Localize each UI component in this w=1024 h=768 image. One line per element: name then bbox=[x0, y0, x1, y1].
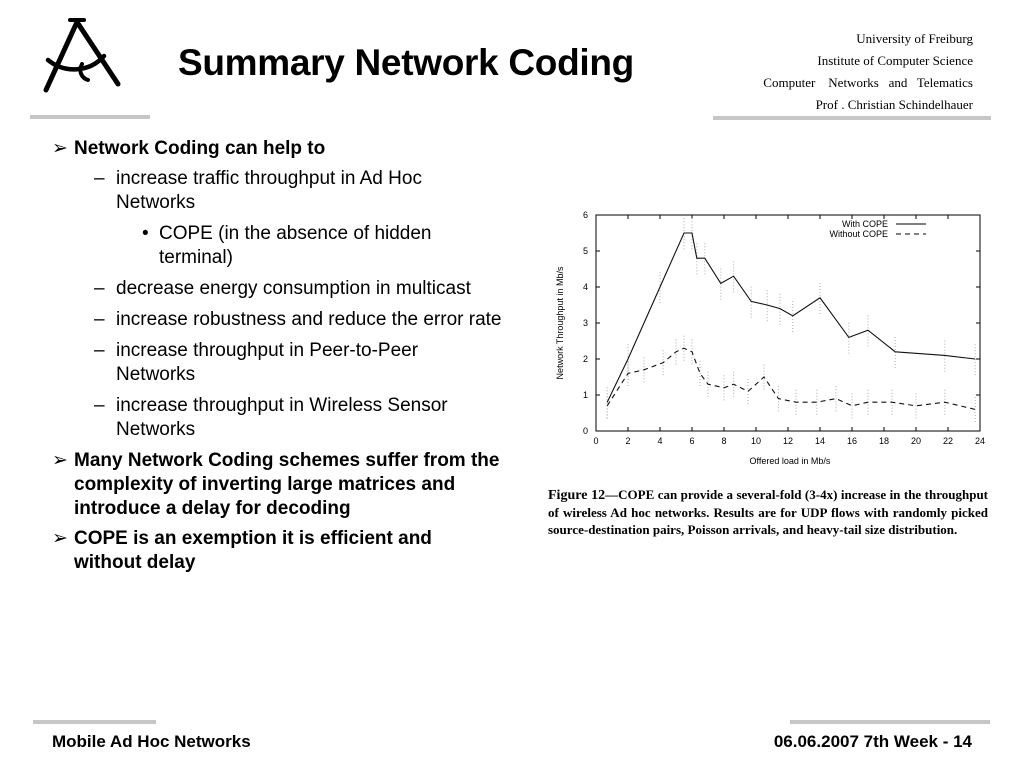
bullet-item bbox=[52, 339, 502, 387]
plot-frame bbox=[596, 215, 980, 431]
arrow-bullet-icon: ➢ bbox=[52, 138, 68, 159]
institute-line-professor: Prof . Christian Schindelhauer bbox=[815, 97, 973, 112]
chart-series bbox=[607, 217, 975, 422]
legend-entry-label: With COPE bbox=[841, 219, 888, 229]
arrow-bullet-icon: ➢ bbox=[52, 450, 68, 471]
x-tick-label: 8 bbox=[721, 436, 727, 446]
chart-legend bbox=[829, 219, 926, 239]
bullet-item bbox=[52, 222, 502, 270]
header-rule-left bbox=[30, 115, 150, 119]
y-tick-label: 5 bbox=[582, 246, 588, 256]
x-tick-label: 22 bbox=[942, 436, 954, 446]
bullet-item bbox=[52, 527, 502, 575]
dash-bullet-icon: – bbox=[94, 278, 105, 299]
bullet-item bbox=[52, 167, 502, 215]
bullet-text: decrease energy consumption in multicast bbox=[116, 278, 471, 299]
institute-line-institute: Institute of Computer Science bbox=[817, 53, 973, 68]
bullet-text: COPE (in the absence of hidden terminal) bbox=[159, 223, 432, 268]
y-tick-label: 0 bbox=[582, 426, 588, 436]
dot-bullet-icon: • bbox=[142, 223, 149, 244]
x-tick-label: 14 bbox=[814, 436, 826, 446]
series-line-without-cope bbox=[607, 348, 975, 409]
y-tick-label: 3 bbox=[582, 318, 588, 328]
series-line-with-cope bbox=[607, 233, 975, 402]
bullet-text: increase traffic throughput in Ad Hoc Networks bbox=[116, 168, 422, 213]
bullet-text: Many Network Coding schemes suffer from the complexity of inverting large matrices and introduce a delay for decoding bbox=[74, 450, 500, 519]
chart-plot-area bbox=[596, 215, 980, 431]
legend-entry-label: Without COPE bbox=[829, 229, 888, 239]
bullet-text: increase throughput in Wireless Sensor Networks bbox=[116, 395, 448, 440]
institute-line-group: Computer Networks and Telematics bbox=[763, 75, 973, 90]
y-tick-label: 4 bbox=[582, 282, 588, 292]
bullet-item bbox=[52, 449, 502, 521]
bullet-item bbox=[52, 277, 502, 301]
arrow-bullet-icon: ➢ bbox=[52, 528, 68, 549]
figure-caption-label: Figure 12 bbox=[548, 488, 606, 503]
figure-caption bbox=[548, 486, 988, 538]
x-tick-label: 16 bbox=[846, 436, 858, 446]
y-axis-label: Network Throughput in Mb/s bbox=[555, 266, 565, 380]
y-tick-label: 1 bbox=[582, 390, 588, 400]
x-tick-label: 24 bbox=[974, 436, 986, 446]
x-tick-label: 20 bbox=[910, 436, 922, 446]
bullet-list bbox=[52, 137, 502, 581]
dash-bullet-icon: – bbox=[94, 395, 105, 416]
footer-rule-right bbox=[790, 720, 990, 724]
x-axis-label: Offered load in Mb/s bbox=[749, 456, 831, 466]
institute-block bbox=[718, 28, 973, 116]
x-tick-label: 0 bbox=[593, 436, 599, 446]
header-rule-right bbox=[713, 116, 991, 120]
bullet-item bbox=[52, 137, 502, 161]
bullet-text: COPE is an exemption it is efficient and without delay bbox=[74, 528, 432, 573]
x-tick-label: 6 bbox=[689, 436, 695, 446]
dash-bullet-icon: – bbox=[94, 168, 105, 189]
chart-ticks bbox=[583, 210, 985, 446]
figure-caption-text: —COPE can provide a several-fold (3-4x) increase in the throughput of wireless Ad hoc networks. Results are for UDP flows with randomly picked source-destination pairs, Poisson arrivals, and heavy-tail size distribution. bbox=[548, 487, 989, 537]
dash-bullet-icon: – bbox=[94, 309, 105, 330]
institute-line-university: University of Freiburg bbox=[856, 31, 973, 46]
dash-bullet-icon: – bbox=[94, 340, 105, 361]
slide-title: Summary Network Coding bbox=[178, 42, 634, 83]
x-tick-label: 10 bbox=[750, 436, 762, 446]
footer-rule-left bbox=[33, 720, 156, 724]
throughput-chart bbox=[548, 205, 993, 470]
footer-course-title: Mobile Ad Hoc Networks bbox=[52, 732, 251, 751]
x-tick-label: 2 bbox=[625, 436, 631, 446]
x-tick-label: 4 bbox=[657, 436, 663, 446]
x-tick-label: 18 bbox=[878, 436, 890, 446]
footer-date-page: 06.06.2007 7th Week - 14 bbox=[773, 732, 972, 751]
y-tick-label: 2 bbox=[582, 354, 588, 364]
bullet-text: increase throughput in Peer-to-Peer Networks bbox=[116, 340, 419, 385]
bullet-text: Network Coding can help to bbox=[74, 138, 326, 159]
bullet-item bbox=[52, 394, 502, 442]
bullet-item bbox=[52, 308, 502, 332]
x-tick-label: 12 bbox=[782, 436, 794, 446]
university-logo-icon bbox=[30, 12, 130, 97]
y-tick-label: 6 bbox=[582, 210, 588, 220]
bullet-text: increase robustness and reduce the error rate bbox=[116, 309, 502, 330]
